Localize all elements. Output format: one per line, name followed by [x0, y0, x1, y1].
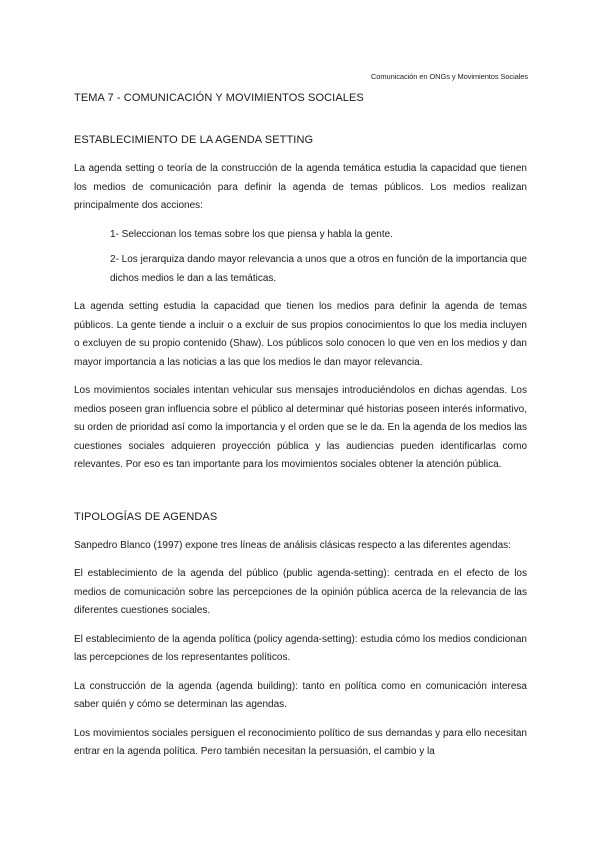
paragraph: La construcción de la agenda (agenda building): tanto en política como en comunicación interesa saber quién y cómo se determinan las agendas. [74, 680, 527, 710]
section-heading-agenda-setting: ESTABLECIMIENTO DE LA AGENDA SETTING [74, 134, 314, 146]
paragraph: Los movimientos sociales persiguen el reconocimiento político de sus demandas y para ello necesitan entrar en la agenda política. Pero también necesitan la persuasión, el cambio y la [74, 727, 527, 757]
section-heading-tipologias: TIPOLOGÍAS DE AGENDAS [74, 510, 218, 523]
list-item: 2- Los jerarquiza dando mayor relevancia a unos que a otros en función de la importancia que dichos medios le dan a las temáticas. [110, 254, 527, 284]
paragraph: La agenda setting o teoría de la construcción de la agenda temática estudia la capacidad que tienen los medios de comunicación para definir la agenda de temas públicos. Los medios realizan principalmente dos acciones: [74, 163, 527, 211]
running-header: Comunicación en ONGs y Movimientos Sociales [370, 72, 528, 81]
page-title: TEMA 7 - COMUNICACIÓN Y MOVIMIENTOS SOCIALES [74, 92, 364, 104]
paragraph: El establecimiento de la agenda del público (public agenda-setting): centrada en el efecto de los medios de comunicación sobre las percepciones de la opinión pública acerca de la relevancia de las diferentes cuestiones sociales. [74, 568, 527, 616]
paragraph: Sanpedro Blanco (1997) expone tres líneas de análisis clásicas respecto a las diferentes agendas: [74, 539, 511, 551]
paragraph: La agenda setting estudia la capacidad que tienen los medios para definir la agenda de temas públicos. La gente tiende a incluir o a excluir de sus propios conocimientos lo que los media incluyen o excluyen de su propio contenido (Shaw). Los públicos solo conocen lo que ven en los medios y dan mayor importancia a las noticias a las que los medios le dan mayor relevancia. [74, 301, 527, 368]
paragraph: El establecimiento de la agenda política (policy agenda-setting): estudia cómo los medios condicionan las percepciones de los representantes políticos. [74, 633, 527, 663]
document-body [74, 92, 527, 772]
paragraph: Los movimientos sociales intentan vehicular sus mensajes introduciéndolos en dichas agendas. Los medios poseen gran influencia sobre el público al determinar qué historias poseen interés informativo, su orden de prioridad así como la importancia y el orden que se le da. En la agenda de los medios las cuestiones sociales adquieren proyección pública y las audiencias pueden identificarlas como relevantes. Por eso es tan importante para los movimientos sociales obtener la atención pública. [74, 385, 527, 470]
list-item: 1- Seleccionan los temas sobre los que piensa y habla la gente. [110, 228, 393, 240]
